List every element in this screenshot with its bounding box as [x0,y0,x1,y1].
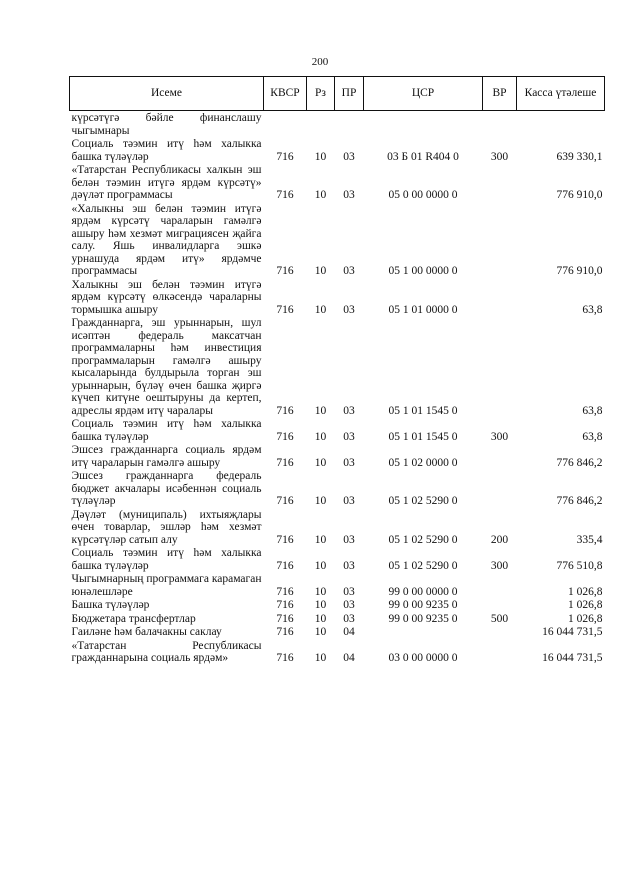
table-row [70,111,605,138]
header-csr: ЦСР [364,77,483,111]
cell-sum: 776 846,2 [556,495,603,507]
cell-rz: 10 [314,430,327,443]
cell-kvsr: 716 [276,404,294,417]
cell-vr: 300 [490,559,509,572]
table-row [70,417,605,443]
header-sum: Касса үтәлеше [517,77,605,111]
cell-sum: 1 026,8 [568,585,603,598]
cell-vr [483,316,517,417]
table-header [70,77,605,111]
cell-name: «Халыкны эш белән тәэмин итүгә ярдәм күрсәтү чараларын гамәлгә ашыру һәм хезмәт миграциясен җайга салу. Яшь инвалидларга эшкә урнашуда ярдәм итү» ярдәмче программасы [71,202,262,277]
cell-rz: 10 [314,456,327,469]
cell-csr [364,111,483,138]
cell-pr: 03 [343,189,355,201]
cell-rz: 10 [314,189,327,201]
cell-pr: 04 [343,626,355,638]
cell-sum: 639 330,1 [556,150,603,163]
cell-rz: 10 [314,265,327,277]
table-row [70,639,605,665]
cell-name: Социаль тәэмин итү һәм халыкка башка түләүләр [71,418,262,443]
cell-pr: 03 [343,559,355,572]
cell-rz [307,111,335,138]
cell-name: Социаль тәэмин итү һәм халыкка башка түләүләр [71,547,262,572]
cell-csr: 05 1 01 1545 0 [388,404,458,417]
cell-vr [483,443,517,469]
cell-kvsr: 716 [276,189,294,201]
cell-rz: 10 [314,533,327,546]
cell-csr: 05 1 02 0000 0 [388,456,458,469]
cell-pr: 03 [343,599,355,611]
cell-csr: 03 Б 01 R404 0 [387,150,459,163]
table-row [70,625,605,639]
cell-sum: 1 026,8 [568,612,603,625]
cell-name: «Татарстан Республикасы гражданнарына социаль ярдәм» [71,639,262,664]
cell-sum: 776 510,8 [556,559,603,572]
cell-vr [483,202,517,278]
cell-rz: 10 [314,599,327,611]
cell-rz: 10 [314,612,327,625]
table-row [70,137,605,163]
cell-pr: 03 [343,533,355,546]
cell-sum: 776 910,0 [556,265,603,277]
cell-rz: 10 [314,585,327,598]
table-row [70,278,605,317]
cell-kvsr: 716 [276,652,294,664]
cell-vr [483,111,517,138]
cell-rz: 10 [314,626,327,638]
cell-vr [483,572,517,598]
cell-csr [364,625,483,639]
table-row [70,612,605,626]
cell-rz: 10 [314,303,327,316]
budget-table [69,76,605,665]
cell-kvsr: 716 [276,612,294,625]
cell-vr: 300 [490,150,509,163]
cell-sum: 1 026,8 [568,599,603,611]
cell-vr [483,163,517,202]
cell-pr: 03 [343,150,355,163]
cell-kvsr: 716 [276,585,294,598]
cell-name: Гаиләне һәм балачакны саклау [71,626,222,638]
cell-csr: 99 0 00 0000 0 [388,585,458,598]
cell-kvsr: 716 [276,495,294,507]
cell-pr: 04 [343,652,355,664]
cell-vr [483,598,517,612]
cell-vr [483,469,517,508]
table-row [70,469,605,508]
header-rz: Рз [307,77,335,111]
table-row [70,202,605,278]
cell-vr [483,639,517,665]
cell-sum: 63,8 [582,303,603,316]
cell-csr: 05 1 01 1545 0 [388,430,458,443]
cell-name: Социаль тәэмин итү һәм халыкка башка түләүләр [71,138,262,163]
cell-vr [483,278,517,317]
cell-pr: 03 [343,612,355,625]
cell-csr: 05 1 00 0000 0 [388,265,458,277]
table-row [70,572,605,598]
cell-csr: 05 0 00 0000 0 [388,189,458,201]
cell-sum: 776 910,0 [556,189,603,201]
cell-name: Башка түләүләр [71,599,150,611]
cell-vr: 500 [490,612,509,625]
table-row [70,598,605,612]
cell-sum: 16 044 731,5 [542,652,603,664]
cell-csr: 05 1 02 5290 0 [388,495,458,507]
table-row [70,163,605,202]
cell-sum [517,111,605,138]
cell-pr: 03 [343,265,355,277]
cell-rz: 10 [314,652,327,664]
cell-rz: 10 [314,150,327,163]
table-row [70,508,605,547]
cell-csr: 05 1 02 5290 0 [388,533,458,546]
table-row [70,316,605,417]
cell-kvsr: 716 [276,599,294,611]
cell-sum: 776 846,2 [556,456,603,469]
cell-kvsr [264,111,307,138]
cell-name: Халыкны эш белән тәэмин итүгә ярдәм күрсәтү өлкәсендә чараларны тормышка ашыру [71,278,262,316]
cell-kvsr: 716 [276,303,294,316]
header-name: Исеме [70,77,264,111]
cell-kvsr: 716 [276,265,294,277]
cell-sum: 335,4 [576,533,603,546]
cell-kvsr: 716 [276,533,294,546]
cell-csr: 99 0 00 9235 0 [388,599,458,611]
table-row [70,443,605,469]
cell-pr: 03 [343,456,355,469]
cell-rz: 10 [314,404,327,417]
cell-pr: 03 [343,585,355,598]
cell-name: Эшсез гражданнарга федераль бюджет акчалары исәбеннән социаль түләүләр [71,470,262,507]
cell-pr: 03 [343,404,355,417]
cell-name: Чыгымнарның программага карамаган юнәлешләре [71,573,262,598]
header-pr: ПР [335,77,364,111]
cell-kvsr: 716 [276,150,294,163]
cell-sum: 16 044 731,5 [542,626,603,638]
cell-sum: 63,8 [582,404,603,417]
table-row [70,546,605,572]
cell-csr: 03 0 00 0000 0 [388,652,458,664]
cell-vr: 300 [490,430,509,443]
cell-kvsr: 716 [276,456,294,469]
cell-pr: 03 [343,303,355,316]
cell-csr: 05 1 01 0000 0 [388,303,458,316]
header-vr: ВР [483,77,517,111]
cell-rz: 10 [314,495,327,507]
header-kvsr: КВСР [264,77,307,111]
cell-pr: 03 [343,495,355,507]
cell-pr [335,111,364,138]
cell-rz: 10 [314,559,327,572]
cell-pr: 03 [343,430,355,443]
cell-kvsr: 716 [276,559,294,572]
table-body [70,111,605,665]
cell-csr: 99 0 00 9235 0 [388,612,458,625]
cell-name: «Татарстан Республикасы халкын эш белән тәэмин итүгә ярдәм күрсәтү» дәүләт программасы [71,164,262,201]
cell-csr: 05 1 02 5290 0 [388,559,458,572]
cell-name: күрсәтүгә бәйле финанслашу чыгымнары [71,112,262,137]
cell-kvsr: 716 [276,626,294,638]
cell-name: Бюджетара трансфертлар [71,612,196,625]
cell-name: Гражданнарга, эш урыннарын, шул исәптән федераль максатчан программаларны һәм инвестиция программаларын гамәлгә ашыру кысаларында булдырыла торган эш урыннарын, бүләү өчен башка җиргә күчеп китүне оештыруны да кертеп, адреслы ярдәм итү чаралары [71,317,262,417]
cell-vr: 200 [490,533,509,546]
cell-vr [483,625,517,639]
cell-kvsr: 716 [276,430,294,443]
cell-sum: 63,8 [582,430,603,443]
cell-name: Дәүләт (муниципаль) ихтыяҗлары өчен товарлар, эшләр һәм хезмәт күрсәтүләр сатып алу [71,508,262,546]
page-number: 200 [311,56,329,68]
cell-name: Эшсез гражданнарга социаль ярдәм итү чараларын гамәлгә ашыру [71,444,262,469]
